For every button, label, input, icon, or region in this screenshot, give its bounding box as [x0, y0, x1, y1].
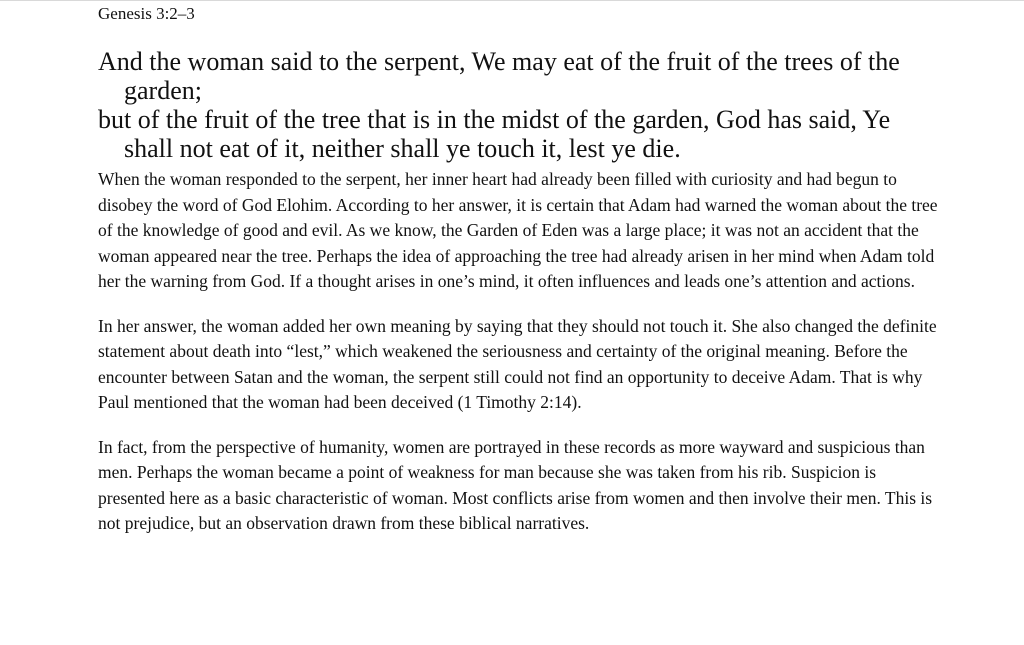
commentary-paragraph-1: When the woman responded to the serpent, her inner heart had already been filled with curiosity and had begun to disobey the word of God Elohim. According to her answer, it is certain that Adam had warned the woman about the tree of the knowledge of good and evil. As we know, the Garden of Eden was a large place; it was not an accident that the woman appeared near the tree. Perhaps the idea of approaching the tree had already arisen in her mind when Adam told her the warning from God. If a thought arises in one’s mind, it often influences and leads one’s attention and actions. [98, 169, 938, 291]
document-page [98, 3, 938, 537]
commentary-paragraph-2: In her answer, the woman added her own meaning by saying that they should not touch it. She also changed the definite statement about death into “lest,” which weakened the seriousness and certainty of the original meaning. Before the encounter between Satan and the woman, the serpent still could not find an opportunity to deceive Adam. That is why Paul mentioned that the woman had been deceived (1 Timothy 2:14). [98, 315, 937, 412]
commentary-paragraph-3: In fact, from the perspective of humanity, women are portrayed in these records as more wayward and suspicious than men. Perhaps the woman became a point of weakness for man because she was taken from his rib. Suspicion is presented here as a basic characteristic of woman. Most conflicts arise from women and then involve their men. This is not prejudice, but an observation drawn from these biblical narratives. [98, 436, 933, 533]
scripture-reference: Genesis 3:2–3 [98, 4, 195, 23]
commentary-body [98, 167, 938, 537]
verse-line-2: but of the fruit of the tree that is in the midst of the garden, God has said, Ye shall not eat of it, neither shall ye touch it, lest ye die. [98, 105, 891, 163]
verse-line-1: And the woman said to the serpent, We may eat of the fruit of the trees of the garden; [98, 47, 900, 105]
scripture-quote [98, 47, 938, 163]
top-divider [0, 0, 1024, 1]
